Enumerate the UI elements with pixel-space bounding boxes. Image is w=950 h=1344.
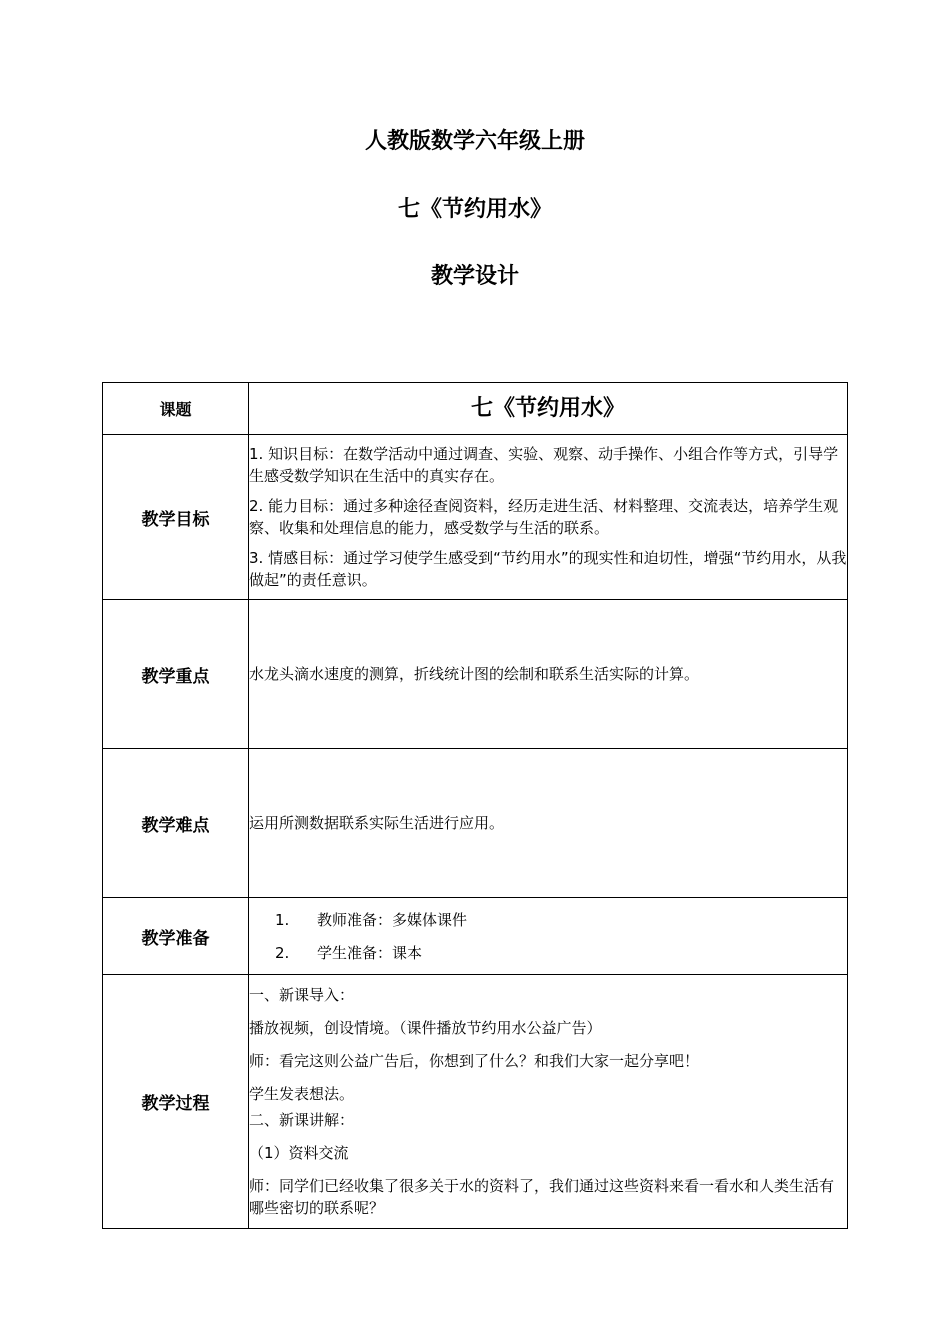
document-subtitle: 教学设计 — [430, 264, 519, 289]
row-key-points — [103, 600, 848, 749]
topic-value: 七《节约用水》 — [470, 395, 625, 421]
key-points-value: 水龙头滴水速度的测算，折线统计图的绘制和联系生活实际的计算。 — [249, 600, 848, 749]
process-line: 二、新课讲解： — [249, 1111, 355, 1129]
difficulties-label: 教学难点 — [103, 749, 249, 898]
process-line: 师：同学们已经收集了很多关于水的资料了，我们通过这些资料来看一看水和人类生活有哪些密切的联系呢？ — [249, 1177, 835, 1217]
process-label: 教学过程 — [103, 975, 249, 1229]
row-goals — [103, 435, 848, 600]
row-process — [103, 975, 848, 1229]
lesson-title: 七《节约用水》 — [397, 197, 552, 222]
lesson-plan-table — [102, 382, 848, 1229]
prep-text: 教师准备：多媒体课件 — [317, 910, 468, 929]
goals-label: 教学目标 — [103, 435, 249, 600]
goal-emotion: 3. 情感目标：通过学习使学生感受到“节约用水”的现实性和迫切性，增强“节约用水，从我做起”的责任意识。 — [249, 549, 847, 589]
prep-text: 学生准备：课本 — [317, 943, 423, 962]
prep-item-student — [249, 942, 847, 964]
process-line: 播放视频，创设情境。（课件播放节约用水公益广告） — [249, 1019, 602, 1037]
key-points-label: 教学重点 — [103, 600, 249, 749]
prep-number: 2. — [275, 943, 290, 962]
preparation-label: 教学准备 — [103, 898, 249, 975]
row-difficulties — [103, 749, 848, 898]
process-line: 学生发表想法。 — [249, 1085, 355, 1103]
difficulties-value: 运用所测数据联系实际生活进行应用。 — [249, 749, 848, 898]
process-line: 一、新课导入： — [249, 986, 355, 1004]
process-line: （1）资料交流 — [249, 1144, 349, 1162]
row-preparation — [103, 898, 848, 975]
prep-number: 1. — [275, 910, 290, 929]
prep-item-teacher — [249, 909, 847, 931]
process-line: 师：看完这则公益广告后，你想到了什么？和我们大家一起分享吧！ — [249, 1052, 700, 1070]
goal-knowledge: 1. 知识目标：在数学活动中通过调查、实验、观察、动手操作、小组合作等方式，引导学生感受数学知识在生活中的真实存在。 — [249, 445, 839, 485]
document-title: 人教版数学六年级上册 — [364, 129, 585, 154]
goal-ability: 2. 能力目标：通过多种途径查阅资料，经历走进生活、材料整理、交流表达，培养学生观察、收集和处理信息的能力，感受数学与生活的联系。 — [249, 497, 839, 537]
row-topic — [103, 383, 848, 435]
topic-label: 课题 — [103, 383, 249, 435]
